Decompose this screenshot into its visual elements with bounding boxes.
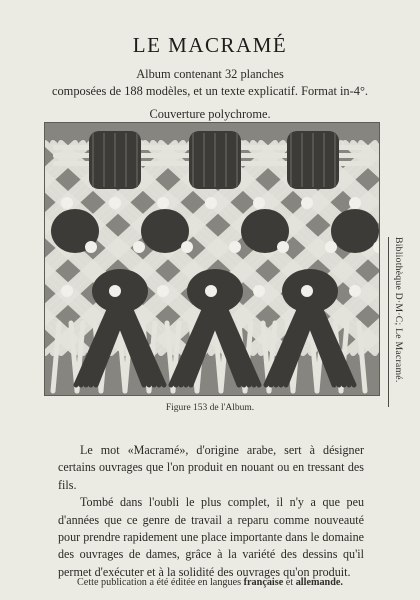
dark-diamond: [331, 209, 379, 253]
light-knot: [349, 197, 361, 209]
footer-language-1: française: [243, 577, 284, 588]
paragraph-2: Tombé dans l'oubli le plus complet, il n'y a que peu d'années que ce genre de travail a reparu comme nouveauté pour prendre rapidement une place importante dans le domaine des ouvrages de dames, grâce à la variété des dessins qu'il permet d'exécuter et à la solidité des ouvrages qu'on produit.: [58, 495, 364, 579]
light-knot: [349, 285, 361, 297]
light-knot: [85, 241, 97, 253]
side-label-text: Bibliothèque D·M·C; Le Macramé.: [393, 237, 404, 383]
macrame-illustration: [45, 123, 379, 395]
light-knot: [253, 285, 265, 297]
light-knot: [229, 241, 241, 253]
light-knot: [109, 285, 121, 297]
macrame-photo: [44, 122, 380, 396]
light-knot: [205, 285, 217, 297]
description-line-1: Album contenant 32 planches: [136, 67, 284, 81]
paragraph-1: Le mot «Macramé», d'origine arabe, sert à désigner certains ouvrages que l'on produit en nouant ou en tressant des fils.: [58, 443, 364, 492]
figure-caption: Figure 153 de l'Album.: [165, 403, 255, 413]
light-knot: [325, 241, 337, 253]
page-title: LE MACRAMÉ: [132, 33, 288, 57]
light-knot: [253, 197, 265, 209]
footer-prefix: Cette publication a été éditée en langues: [77, 577, 242, 588]
light-knot: [301, 285, 313, 297]
light-knot: [133, 241, 145, 253]
light-knot: [301, 197, 313, 209]
light-knot: [109, 197, 121, 209]
footer-language-2: allemande.: [295, 577, 343, 588]
light-knot: [205, 197, 217, 209]
description-line-3: Couverture polychrome.: [149, 107, 271, 121]
light-knot: [277, 241, 289, 253]
light-knot: [61, 197, 73, 209]
footer-conjunction: et: [285, 577, 294, 588]
light-knot: [157, 197, 169, 209]
album-description: [40, 66, 380, 123]
side-label: [388, 237, 411, 407]
light-knot: [157, 285, 169, 297]
light-knot: [181, 241, 193, 253]
description-line-2: composées de 188 modèles, et un texte explicatif. Format in-4°.: [51, 84, 368, 98]
footer-note: [0, 577, 420, 588]
light-knot: [61, 285, 73, 297]
body-text: [58, 442, 364, 581]
